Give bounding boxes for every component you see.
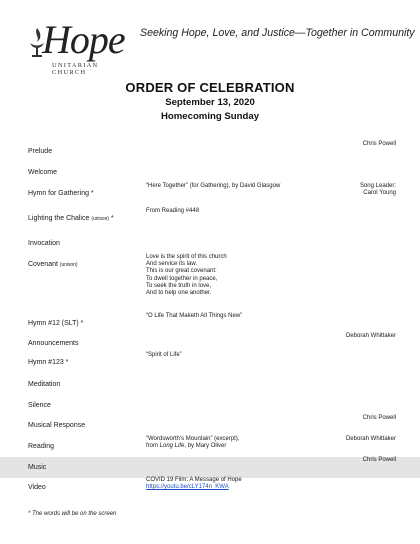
order-item [0, 162, 420, 183]
logo-wordmark: Hope [42, 17, 125, 62]
order-item-name: Covenant (unison) [28, 259, 78, 268]
order-item-leader: Chris Powell [362, 457, 396, 463]
order-item-name: Reading [28, 441, 55, 450]
order-item-name: Silence [28, 400, 51, 409]
church-logo [28, 17, 128, 76]
order-item [0, 313, 420, 334]
church-tagline: Seeking Hope, Love, and Justice—Together in Community [140, 27, 415, 39]
order-item-name: Invocation [28, 238, 60, 247]
order-item [0, 141, 420, 162]
order-item-name: Announcements [28, 338, 79, 347]
order-item-detail: Love is the spirit of this church And service its law. This is our great covenant: To dwell together in peace, To seek the truth in love, And to help one another. [146, 254, 227, 297]
order-item-detail: “O Life That Maketh All Things New” [146, 313, 243, 319]
order-item-leader: Chris Powell [362, 415, 396, 421]
order-item-name: Hymn #123 * [28, 357, 69, 366]
order-item-detail: “Wordsworth’s Mountain” (excerpt), from Long Life, by Mary Oliver [146, 436, 240, 450]
video-link[interactable]: https://youtu.be/cLY174n_KWA [146, 484, 229, 491]
order-item-name: Video [28, 482, 46, 491]
order-item-detail: From Reading #448 [146, 208, 200, 214]
logo-subtitle: UNITARIAN CHURCH [52, 62, 99, 76]
order-item-detail: “Spirit of Life” [146, 352, 182, 358]
order-item-note: (unison) [91, 216, 109, 222]
order-item-name: Prelude [28, 146, 53, 155]
order-item [0, 233, 420, 254]
order-item-detail: COVID 19 Film: A Message of Hope https://youtu.be/cLY174n_KWA [146, 477, 326, 491]
order-item [0, 477, 420, 498]
order-item-leader: Deborah Whittaker [345, 436, 396, 442]
order-item [0, 436, 420, 457]
service-date: September 13, 2020 [165, 97, 255, 108]
order-item-name: Meditation [28, 379, 61, 388]
order-item [0, 352, 420, 373]
order-item [0, 415, 420, 436]
order-item-leader: Deborah Whittaker [345, 333, 396, 339]
order-item [0, 208, 420, 229]
order-item-detail: “Here Together” (for Gathering), by David Glasgow [146, 183, 281, 189]
order-item [0, 183, 420, 204]
order-item-name: Hymn for Gathering * [28, 188, 94, 197]
order-item-name: Music [28, 462, 47, 471]
order-item [0, 395, 420, 416]
order-item [0, 457, 420, 478]
order-item-name: Welcome [28, 167, 57, 176]
order-item [0, 374, 420, 395]
order-item-leader: Song Leader: Carol Young [359, 183, 396, 197]
service-subtitle: Homecoming Sunday [160, 111, 260, 122]
order-item-leader: Chris Powell [362, 141, 396, 147]
footnote: * The words will be on the screen [28, 511, 117, 517]
order-item-name: Hymn #12 (SLT) * [28, 318, 84, 327]
page-title: ORDER OF CELEBRATION [125, 80, 295, 95]
order-item-name: Musical Response [28, 420, 86, 429]
order-item-note: (unison) [59, 262, 78, 268]
order-item [0, 254, 420, 297]
order-item [0, 333, 420, 354]
order-item-name: Lighting the Chalice (unison) * [28, 213, 114, 222]
